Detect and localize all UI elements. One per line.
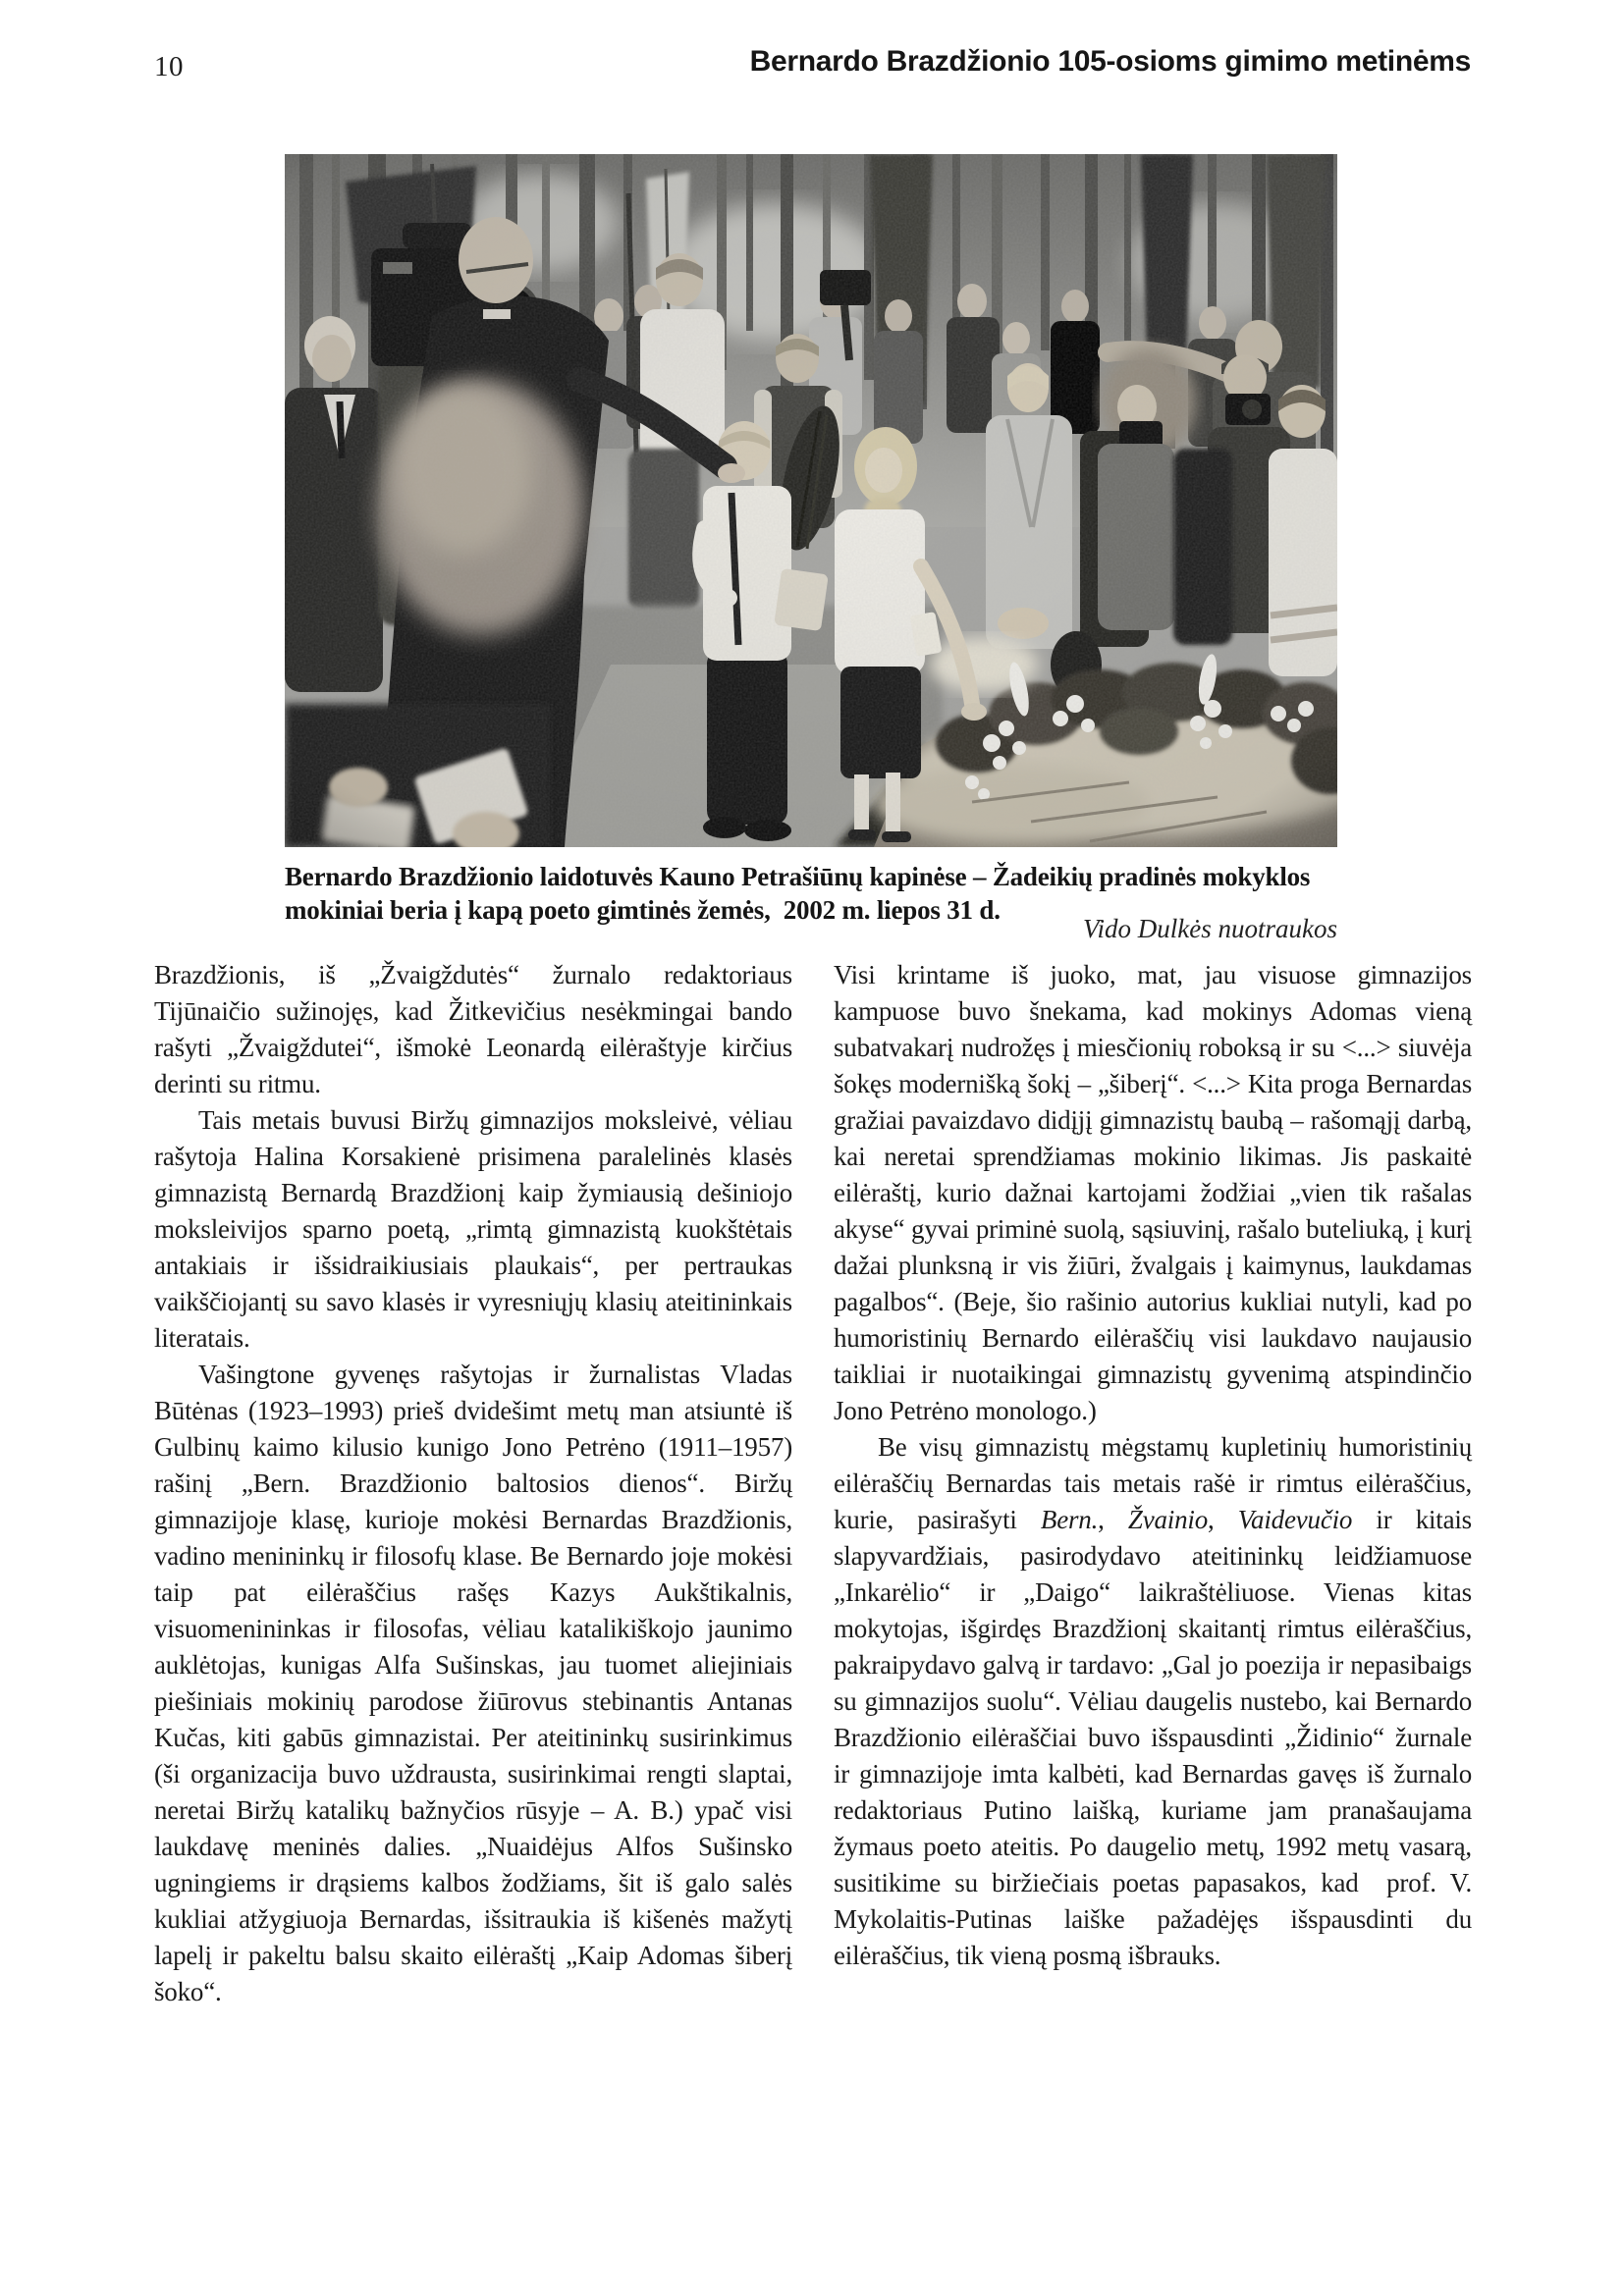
- paragraph: [154, 1102, 792, 1357]
- left-column: [154, 957, 792, 2010]
- paragraph: [154, 1357, 792, 2010]
- caption-line: mokiniai beria į kapą poeto gimtinės žemės, 2002 m. liepos 31 d.: [285, 895, 1001, 925]
- pseudonym-italic: Bern.: [1040, 1505, 1099, 1534]
- funeral-photo-illustration: [285, 154, 1337, 847]
- page-number: 10: [154, 51, 184, 82]
- article-body: [154, 957, 1472, 2010]
- paragraph: [834, 957, 1472, 1429]
- caption-line: Bernardo Brazdžionio laidotuvės Kauno Petrašiūnų kapinėse – Žadeikių pradinės mokyklos: [285, 862, 1311, 891]
- photo-credit: Vido Dulkės nuotraukos: [1083, 914, 1337, 943]
- film-grain: [285, 154, 1337, 847]
- paragraph-text: ,: [1098, 1505, 1128, 1534]
- right-column: [834, 957, 1472, 2010]
- running-head: Bernardo Brazdžionio 105-osioms gimimo metinėms: [749, 45, 1471, 78]
- paragraph: [834, 1429, 1472, 1974]
- paragraph: [154, 957, 792, 1102]
- paragraph-text: Vašingtone gyvenęs rašytojas ir žurnalistas Vladas Būtėnas (1923–1993) prieš dvidešimt metų man atsiuntė iš Gulbinų kaimo kilusio kunigo Jono Petrėno (1911–1957) rašinį „Bern. Brazdžionio baltosios dienos“. Biržų gimnazijoje klasę, kurioje mokėsi Bernardas Brazdžionis, vadino menininkų ir filosofų klase. Be Bernardo joje mokėsi taip pat eilėraščius rašęs Kazys Aukštikalnis, visuomenininkas ir filosofas, vėliau katalikiškojo jaunimo auklėtojas, kunigas Alfa Sušinskas, jau tuomet aliejiniais piešiniais mokinių parodose žiūrovus stebinantis Antanas Kučas, kiti gabūs gimnazistai. Per ateitininkų susirinkimus (ši organizacija buvo uždrausta, susirinkimai rengti slaptai, neretai Biržų katalikų bažnyčios rūsyje – A. B.) ypač visi laukdavę meninės dalies. „Nuaidėjus Alfos Sušinsko ugningiems ir drąsiems kalbos žodžiams, šit iš galo salės kukliai atžygiuoja Bernardas, išsitraukia iš kišenės mažytį lapelį ir pakeltu balsu skaito eilėraštį „Kaip Adomas šiberį šoko“.: [154, 1360, 792, 2006]
- figure-caption-block: [285, 860, 1337, 945]
- funeral-photo: [285, 154, 1337, 847]
- paragraph-text: ir kitais slapyvardžiais, pasirodydavo ateitininkų leidžiamuose „Inkarėlio“ ir „Daigo“ laikraštėliuose. Vienas kitas mokytojas, išgirdęs Brazdžionį skaitantį rimtus eilėraščius, pakraipydavo galvą ir tardavo: „Gal jo poezija ir nepasibaigs su gimnazijos suolu“. Vėliau daugelis nustebo, kai Bernardo Brazdžionio eilėraščiai buvo išspausdinti „Židinio“ žurnale ir gimnazijoje imta kalbėti, kad Bernardas gavęs iš žurnalo redaktoriaus Putino laišką, kuriame jam pranašaujama žymaus poeto ateitis. Po daugelio metų, 1992 metų vasarą, susitikime su biržiečiais poetas papasakos, kad prof. V. Mykolaitis-Putinas laiške pažadėjęs išspausdinti du eilėraščius, tik vieną posmą išbrauks.: [834, 1505, 1472, 1970]
- figure: [285, 154, 1337, 945]
- paragraph-text: Brazdžionis, iš „Žvaigždutės“ žurnalo redaktoriaus Tijūnaičio sužinojęs, kad Žitkevičius nesėkmingai bando rašyti „Žvaigždutei“, išmokė Leonardą eilėraštyje kirčius derinti su ritmu.: [154, 960, 792, 1098]
- paragraph-text: ,: [1208, 1505, 1238, 1534]
- paragraph-text: Be visų gimnazistų mėgstamų kupletinių humoristinių eilėraščių Bernardas tais metais rašė ir rimtus eilėraščius, kurie, pasirašyti: [834, 1432, 1472, 1534]
- pseudonym-italic: Vaidevučio: [1237, 1505, 1353, 1534]
- pseudonym-italic: Žvainio: [1127, 1505, 1208, 1534]
- paragraph-text: Tais metais buvusi Biržų gimnazijos moksleivė, vėliau rašytoja Halina Korsakienė prisimena paralelinės klasės gimnazistą Bernardą Brazdžionį kaip žymiausią dešiniojo moksleivijos sparno poetą, „rimtą gimnazistą kuokštėtais antakiais ir išsidraikiusiais plaukais“, per pertraukas vaikščiojantį su savo klasės ir vyresniųjų klasių ateitininkais literatais.: [154, 1105, 792, 1353]
- paragraph-text: Visi krintame iš juoko, mat, jau visuose gimnazijos kampuose buvo šnekama, kad mokinys Adomas vieną subatvakarį nudrožęs į miesčionių roboksą ir su <...> siuvėja šokęs modernišką šokį – „šiberį“. <...> Kita proga Bernardas gražiai pavaizdavo didįjį gimnazistų baubą – rašomąjį darbą, kai neretai sprendžiamas mokinio likimas. Jis paskaitė eilėraštį, kurio dažnai kartojami žodžiai „vien tik rašalas akyse“ gyvai priminė suolą, sąsiuvinį, rašalo buteliuką, į kurį dažai plunksną ir vis žiūri, žvalgais į kaimynus, laukdamas pagalbos“. (Beje, šio rašinio autorius kukliai nutyli, kad po humoristinių Bernardo eilėraščių visi laukdavo naujausio taikliai ir nuotaikingai gimnazistų gyvenimą atspindinčio Jono Petrėno monologo.): [834, 960, 1472, 1425]
